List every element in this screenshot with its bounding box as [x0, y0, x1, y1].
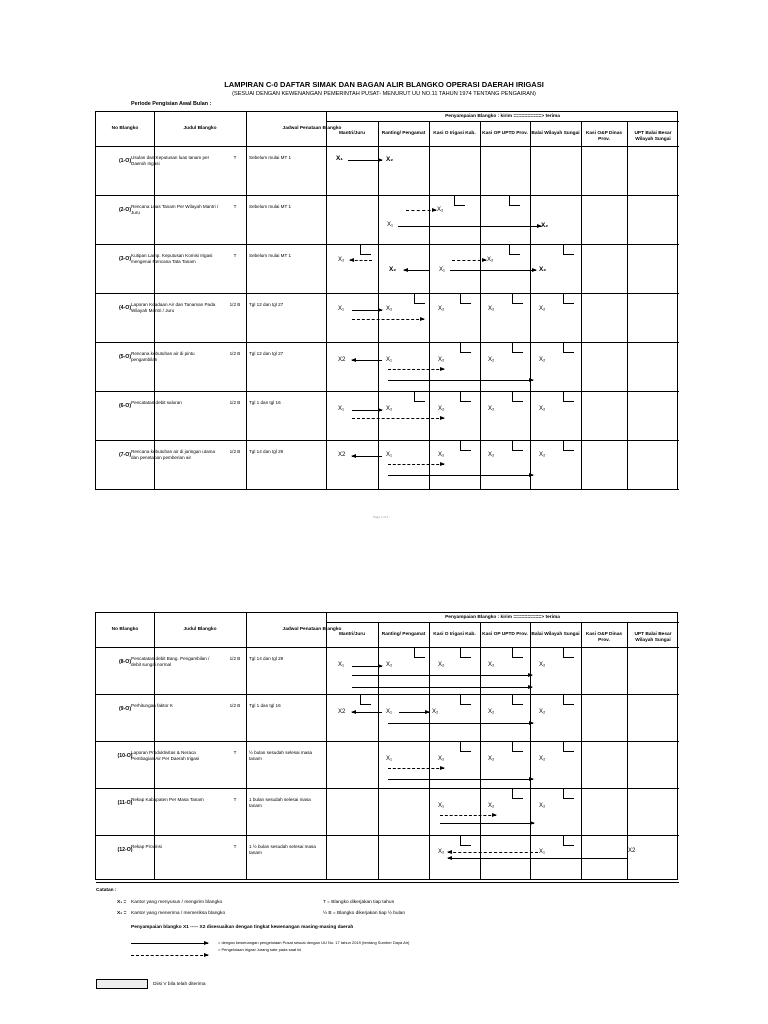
row-line — [96, 788, 679, 789]
blangko-no: (9-O) — [118, 706, 132, 712]
blangko-jadwal: Tgl 1 dan tgl 16 — [249, 400, 281, 405]
note-x1-desc: Kantor yang menyusun / mengirim blangko — [131, 900, 223, 905]
check-box — [563, 836, 574, 846]
flow-arrow — [352, 360, 382, 361]
check-box — [460, 695, 471, 705]
check-box — [563, 294, 574, 304]
col-line-0 — [154, 613, 155, 879]
x1-label: X₁ — [338, 662, 345, 668]
blangko-jadwal: 1 bulan sesudah selesai masa tanam — [249, 797, 311, 808]
blangko-jadwal: Tgl 12 dan tgl 27 — [249, 351, 284, 356]
blangko-no: (2-O) — [118, 207, 132, 213]
x2-label: X₂ — [488, 406, 495, 412]
check-box — [512, 648, 523, 658]
header-col-3: Kasi OP UPTD Prov. — [482, 632, 528, 637]
check-box — [512, 392, 523, 402]
blangko-no: (5-O) — [118, 354, 132, 360]
x2-label: X2 — [628, 848, 636, 854]
x2-label: X₂ — [438, 662, 445, 668]
x2-label: X₂ — [539, 662, 546, 668]
row-line — [96, 835, 679, 836]
blangko-judul: Rekap Kabupaten Per Masa Tanam — [131, 797, 204, 802]
doc-title: LAMPIRAN C-0 DAFTAR SIMAK DAN BAGAN ALIR BLANGKO OPERASI DAERAH IRIGASI — [224, 80, 544, 89]
x2-label: X₂ — [386, 306, 393, 312]
header-no: No Blangko — [111, 126, 139, 131]
blangko-no: (11-O) — [117, 800, 133, 806]
x1-label: X₁ — [438, 803, 445, 809]
col-line-r2 — [429, 121, 430, 489]
col-line-r1 — [378, 622, 379, 879]
blangko-judul: Pencatatan debit saluran — [131, 400, 182, 405]
doc-subtitle: (SESUAI DENGAN KEWENANGAN PEMERINTAH PUSAT- MENURUT UU NO.11 TAHUN 1974 TENTANG PENGAIRAN) — [232, 91, 536, 97]
header-bottom-line — [96, 647, 679, 648]
flow-arrow-dashed — [388, 464, 444, 465]
x2-label: X₂ — [539, 406, 546, 412]
check-box — [563, 441, 574, 451]
check-box — [512, 789, 523, 799]
header-col-0: Mantri/Juru — [338, 131, 366, 136]
col-line-r2 — [429, 622, 430, 879]
note-t: T = Blangko dikerjakan tiap tahun — [323, 900, 395, 905]
blangko-kode: T — [233, 204, 237, 209]
flow-arrow-dashed — [352, 319, 424, 320]
x2-label: X₂ — [539, 357, 546, 363]
x2-label: X₂ — [488, 357, 495, 363]
table-2 — [95, 612, 678, 880]
flow-arrow — [352, 410, 382, 411]
x2-label: X₂ — [438, 756, 445, 762]
header-penyampaian: Penyampaian Blangko : kirim ==========> terima — [445, 114, 560, 119]
page-mark: Page 1 of 2 — [373, 515, 389, 519]
check-box — [563, 695, 574, 705]
x2-label: X2 — [338, 709, 346, 715]
x1-label: X₁ — [387, 222, 394, 228]
col-line-r3 — [480, 121, 481, 489]
x1-label: X₁ — [386, 357, 393, 363]
check-box — [414, 294, 425, 304]
row-line — [96, 195, 679, 196]
header-col-1: Ranting/ Pengamat — [381, 131, 426, 136]
x2-label: X₂ — [488, 452, 495, 458]
x1-label: X₁ — [386, 452, 393, 458]
col-line-0 — [154, 112, 155, 489]
blangko-jadwal: Tgl 12 dan tgl 27 — [249, 302, 284, 307]
header-col-5: Kasi O&P Dinas Prov. — [585, 632, 623, 643]
blangko-jadwal: 1 ½ bulan sesudah selesai masa tanam — [249, 844, 316, 855]
header-col-5: Kasi O&P Dinas Prov. — [585, 131, 623, 142]
blangko-jadwal: Tgl 1 dan tgl 16 — [249, 703, 281, 708]
flow-arrow — [440, 823, 534, 824]
note-penyampaian: Penyampaian blangko X1 ----- X2 disesuaikan dengan tingkat kewenangan masing-masing daerah — [131, 925, 354, 930]
flow-arrow-dashed — [352, 418, 444, 419]
blangko-jadwal: Sebelum mulai MT 1 — [249, 253, 292, 258]
legend-dashed-desc: = Pengelolaan Irigasi Jurang sate pada saat ini — [218, 947, 302, 952]
blangko-kode: T — [233, 750, 237, 755]
check-box — [460, 441, 471, 451]
header-no: No Blangko — [111, 627, 139, 632]
x2-label: X₂ — [539, 306, 546, 312]
header-jadwal: Jadwal Penataan Blangko — [282, 627, 342, 632]
blangko-no: (4-O) — [118, 305, 132, 311]
blangko-judul: Pencatatan debit Bang. Pengambilan / debit sungai normal — [131, 656, 210, 667]
check-box — [460, 836, 471, 846]
flow-arrow-dashed — [388, 768, 444, 769]
check-box — [460, 294, 471, 304]
flow-arrow — [348, 160, 382, 161]
check-box — [360, 245, 371, 255]
blangko-no: (1-O) — [118, 158, 132, 164]
flow-arrow-dashed — [406, 210, 436, 211]
blangko-judul: Rencana Luas Tanam Per Wilayah Mantri / Juru — [131, 204, 219, 215]
header-bottom-line — [96, 146, 679, 147]
x2-label: X₂ — [438, 306, 445, 312]
blangko-jadwal: ½ bulan sesudah selesai masa tanam — [249, 750, 313, 761]
flow-arrow — [388, 475, 533, 476]
header-col-1: Ranting/ Pengamat — [381, 632, 426, 637]
check-box — [460, 742, 471, 752]
flow-arrow — [352, 712, 382, 713]
blangko-jadwal: Sebelum mulai MT 1 — [249, 155, 292, 160]
x2-label: X₂ — [539, 756, 546, 762]
blangko-no: (8-O) — [118, 659, 132, 665]
check-box — [509, 245, 520, 255]
x2-label: X₂ — [438, 406, 445, 412]
x2-label: X₂ — [386, 662, 393, 668]
blangko-judul: Rekap Provinsi — [131, 844, 162, 849]
flow-arrow — [352, 675, 532, 676]
flow-arrow — [388, 723, 533, 724]
blangko-judul: Kutipan Lamp. Keputusan Komisi Irigasi mengenai Rencana Tata Tanam — [131, 253, 213, 264]
flow-arrow — [352, 310, 382, 311]
x1-label: X₁ — [338, 406, 345, 412]
col-line-1 — [246, 613, 247, 879]
flow-arrow — [352, 666, 382, 667]
blangko-judul: Rencana kebutuhan air di jaringan utama dan penetapan pemberian air — [131, 449, 216, 460]
blangko-kode: 1/2 B — [229, 703, 241, 708]
col-line-r5 — [581, 121, 582, 489]
flow-arrow-dashed — [440, 815, 496, 816]
blangko-judul: Laporan Keadaan Air dan Tanaman Pada Wilayah Mantri / Juru — [131, 302, 216, 313]
check-box — [414, 648, 425, 658]
col-line-r5 — [581, 622, 582, 879]
x2-label: X₂ — [438, 452, 445, 458]
x1-label: X₁ — [386, 709, 393, 715]
x2-label: X₂ — [488, 306, 495, 312]
col-line-r0 — [326, 622, 327, 879]
note-x2-key: X₂ = — [117, 911, 127, 916]
header-judul: Judul Blangko — [183, 126, 217, 131]
row-line — [96, 244, 679, 245]
col-line-r1 — [378, 121, 379, 489]
flow-arrow — [388, 380, 533, 381]
note-b: ½ B = Blangko dikerjakan tiap ½ bulan — [323, 911, 406, 916]
x2-label: X₂ — [389, 266, 397, 273]
check-box — [512, 343, 523, 353]
legend-check-box — [96, 979, 148, 989]
header-col-2: Kasi O Irigasi Kab. — [433, 632, 476, 637]
flow-arrow-dashed — [448, 852, 538, 853]
check-box — [460, 648, 471, 658]
blangko-kode: T — [233, 253, 237, 258]
flow-arrow — [399, 712, 429, 713]
x2-label: X₂ — [541, 222, 549, 229]
blangko-kode: 1/2 B — [229, 302, 241, 307]
col-line-1 — [246, 112, 247, 489]
blangko-jadwal: Sebelum mulai MT 1 — [249, 204, 292, 209]
x1-label: X₁ — [338, 306, 345, 312]
flow-arrow — [352, 456, 382, 457]
row-line — [96, 882, 679, 883]
x2-label: X₂ — [488, 662, 495, 668]
x2-label: X₂ — [386, 406, 393, 412]
blangko-jadwal: Tgl 14 dan tgl 29 — [249, 449, 284, 454]
check-box — [360, 695, 371, 705]
check-box — [460, 392, 471, 402]
header-col-3: Kasi OP UPTD Prov. — [482, 131, 528, 136]
blangko-no: (6-O) — [118, 403, 132, 409]
col-line-r0 — [326, 121, 327, 489]
check-box — [563, 392, 574, 402]
check-box — [509, 196, 520, 206]
x2-label: X₂ — [487, 257, 494, 263]
legend-solid-desc: = dengan kewenangan pengelolaan Pusat sesuai dengan UU No. 17 tahun 2019 (tentang Sumber Daya Air) — [218, 940, 410, 945]
flow-arrow-dashed — [388, 369, 444, 370]
blangko-no: (7-O) — [118, 452, 132, 458]
row-line — [96, 391, 679, 392]
row-line — [96, 293, 679, 294]
x2-label: X₂ — [539, 709, 546, 715]
blangko-jadwal: Tgl 14 dan tgl 29 — [249, 656, 284, 661]
check-box — [563, 343, 574, 353]
x1-label: X₁ — [336, 155, 343, 162]
x1-label: X₁ — [539, 849, 546, 855]
blangko-kode: 1/2 B — [229, 351, 241, 356]
x2-label: X₂ — [432, 709, 439, 715]
periode-label: Periode Pengisian Awal Bulan : — [131, 101, 212, 107]
col-line-r3 — [480, 622, 481, 879]
header-penyampaian: Penyampaian Blangko : kirim ==========> terima — [445, 615, 560, 620]
blangko-kode: 1/2 B — [229, 449, 241, 454]
blangko-no: (3-O) — [118, 256, 132, 262]
blangko-kode: T — [233, 844, 237, 849]
row-line — [96, 741, 679, 742]
header-col-4: Balai Wilayah Sungai — [531, 632, 580, 637]
flow-arrow — [450, 270, 536, 271]
table-1 — [95, 111, 678, 490]
x1-label: X₁ — [439, 267, 446, 273]
check-box — [563, 789, 574, 799]
header-col-0: Mantri/Juru — [338, 632, 366, 637]
x2-label: X₂ — [386, 156, 394, 163]
check-box — [512, 742, 523, 752]
flow-arrow-dashed — [452, 260, 486, 261]
flow-arrow — [352, 687, 532, 688]
blangko-kode: T — [233, 797, 237, 802]
x2-label: X₂ — [438, 849, 445, 855]
x2-label: X₂ — [338, 257, 345, 263]
x2-label: X₂ — [438, 357, 445, 363]
x1-label: X₁ — [386, 756, 393, 762]
check-box — [563, 648, 574, 658]
row-line — [96, 489, 679, 490]
legend-dashed-arrow — [131, 955, 208, 956]
col-line-r6 — [627, 622, 628, 879]
blangko-kode: 1/2 B — [229, 400, 241, 405]
check-box — [563, 245, 574, 255]
header-col-2: Kasi O Irigasi Kab. — [433, 131, 476, 136]
check-box — [512, 441, 523, 451]
blangko-judul: Laporan Produktivitas & Neraca Pembagian Air Per Daerah Irigasi — [131, 750, 200, 761]
col-line-r4 — [530, 121, 531, 489]
header-col-4: Balai Wilayah Sungai — [531, 131, 580, 136]
check-box — [460, 343, 471, 353]
x2-label: X₂ — [488, 756, 495, 762]
x2-label: X₂ — [488, 803, 495, 809]
blangko-no: (12-O) — [117, 847, 133, 853]
check-box — [512, 294, 523, 304]
blangko-judul: Perhitungan faktor K — [131, 703, 173, 708]
header-col-6: UPT Balai Besar Wilayah Sungai — [634, 632, 672, 643]
x2-label: X₂ — [539, 803, 546, 809]
x2-label: X2 — [338, 452, 346, 458]
blangko-judul: Usulan dan Keputusan luas tanam per Daerah Irigasi — [131, 155, 210, 166]
col-line-r6 — [627, 121, 628, 489]
row-line — [96, 694, 679, 695]
check-box — [563, 742, 574, 752]
col-line-r4 — [530, 622, 531, 879]
blangko-no: (10-O) — [117, 753, 133, 759]
row-line — [96, 440, 679, 441]
flow-arrow — [404, 270, 429, 271]
note-x1-key: X₁ = — [117, 900, 127, 905]
check-box — [414, 392, 425, 402]
blangko-kode: 1/2 B — [229, 656, 241, 661]
x2-label: X₂ — [488, 709, 495, 715]
row-line — [96, 342, 679, 343]
check-box — [512, 695, 523, 705]
flow-arrow-dashed — [350, 260, 372, 261]
flow-arrow — [398, 226, 541, 227]
header-judul: Judul Blangko — [183, 627, 217, 632]
notes-title: Catatan : — [96, 888, 117, 893]
x2-label: X₂ — [437, 207, 444, 213]
note-x2-desc: Kantor yang menerima / memeriksa blangko — [131, 911, 226, 916]
header-jadwal: Jadwal Penataan Blangko — [282, 126, 342, 131]
x2-label: X₂ — [539, 266, 547, 273]
x2-label: X2 — [338, 357, 346, 363]
x2-label: X₂ — [539, 452, 546, 458]
blangko-judul: Rencana kebutuhan air di pintu pengambilan — [131, 351, 195, 362]
legend-solid-arrow — [131, 943, 208, 944]
flow-arrow — [448, 858, 628, 859]
header-col-6: UPT Balai Besar Wilayah Sungai — [634, 131, 672, 142]
blangko-kode: T — [233, 155, 237, 160]
check-box — [454, 196, 465, 206]
flow-arrow — [388, 779, 533, 780]
legend-check-desc: Diisi V bila telah diterima — [153, 982, 206, 987]
